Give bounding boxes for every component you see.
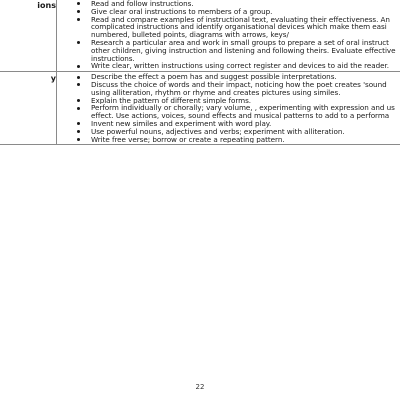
bullet-icon bbox=[77, 76, 80, 79]
list-item: Perform individually or chorally; vary volume, , experimenting with expression and us effect. Use actions, voices, sound effects and musical patterns to add to a performa bbox=[57, 104, 400, 120]
row-label: ions bbox=[37, 1, 56, 10]
bullet-icon bbox=[77, 83, 80, 86]
row-content-cell bbox=[57, 72, 400, 145]
list-item: Write free verse; borrow or create a repeating pattern. bbox=[57, 136, 400, 144]
list-item: Explain the pattern of different simple forms. bbox=[57, 97, 400, 105]
list-item: Give clear oral instructions to members of a group. bbox=[57, 8, 400, 16]
list-item: Describe the effect a poem has and suggest possible interpretations. bbox=[57, 73, 400, 81]
bullet-icon bbox=[77, 122, 80, 125]
row-label-cell bbox=[0, 72, 57, 145]
list-item: Use powerful nouns, adjectives and verbs; experiment with alliteration. bbox=[57, 128, 400, 136]
bullet-icon bbox=[77, 2, 80, 5]
list-item: Write clear, written instructions using correct register and devices to aid the reader. bbox=[57, 62, 400, 70]
bullet-icon bbox=[77, 41, 80, 44]
curriculum-table bbox=[0, 0, 400, 145]
list-item: Invent new similes and experiment with word play. bbox=[57, 120, 400, 128]
list-item: Read and follow instructions. bbox=[57, 0, 400, 8]
bullet-list bbox=[57, 72, 400, 144]
bullet-icon bbox=[77, 130, 80, 133]
bullet-icon bbox=[77, 107, 80, 110]
bullet-icon bbox=[77, 65, 80, 68]
list-item: Research a particular area and work in small groups to prepare a set of oral instruct other children, giving instruction and listening and following theirs. Evaluate effective instructions. bbox=[57, 39, 400, 62]
bullet-icon bbox=[77, 138, 80, 141]
table-row-instructions bbox=[0, 0, 400, 72]
bullet-icon bbox=[77, 10, 80, 13]
list-item: Discuss the choice of words and their impact, noticing how the poet creates 'sound using alliteration, rhythm or rhyme and creates pictures using similes. bbox=[57, 81, 400, 97]
bullet-icon bbox=[77, 18, 80, 21]
row-label: y bbox=[50, 74, 56, 84]
bullet-list bbox=[57, 0, 400, 71]
bullet-icon bbox=[77, 99, 80, 102]
row-label-cell bbox=[0, 0, 57, 72]
row-content-cell bbox=[57, 0, 400, 72]
table-row-poetry bbox=[0, 72, 400, 145]
page-number: 22 bbox=[195, 383, 205, 391]
list-item: Read and compare examples of instructional text, evaluating their effectiveness. An complicated instructions and identify organisational devices which make them easi numbered, bulleted points, diagrams with arrows, keys/ bbox=[57, 16, 400, 39]
